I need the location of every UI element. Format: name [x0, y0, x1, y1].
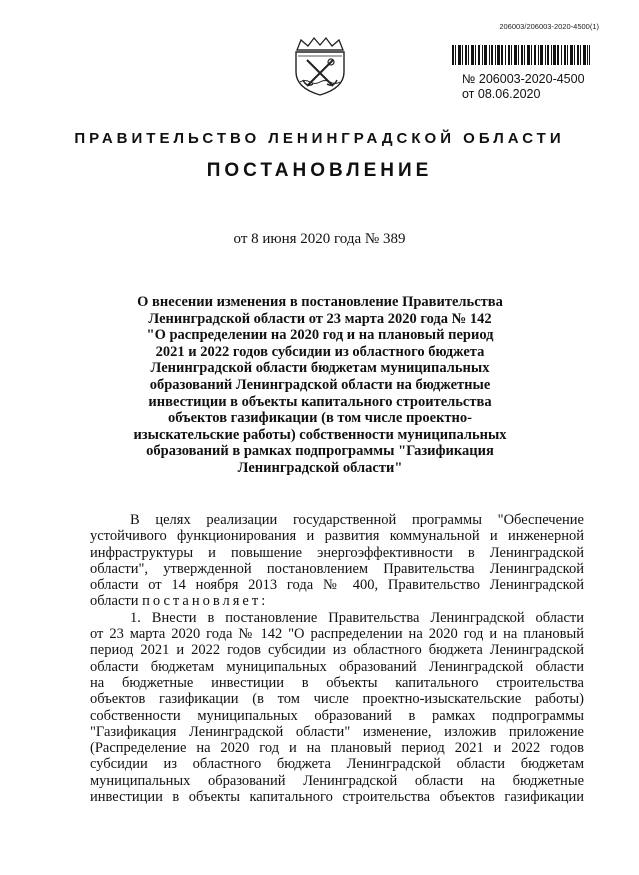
item-line: от 23 марта 2020 года № 142 "О распределении на 2020 год и на плановый — [90, 626, 584, 643]
item-line: 1. Внести в постановление Правительства Ленинградской области — [130, 609, 584, 626]
item-line: объектов газификации (в том числе проектно-изыскательские работы) — [90, 691, 584, 708]
subject-line: О внесении изменения в постановление Правительства — [137, 294, 503, 310]
item-line: области бюджетам муниципальных образований Ленинградской области — [90, 658, 584, 675]
subject-line: Ленинградской области от 23 марта 2020 года № 142 — [148, 310, 492, 327]
preamble-line: области от 14 ноября 2013 года № 400, Правительство Ленинградской — [90, 577, 584, 594]
item-line: муниципальных образований Ленинградской области на бюджетные — [90, 772, 584, 789]
item-line: инвестиции в объекты капитального строительства объектов газификации — [90, 789, 584, 806]
preamble-line — [90, 593, 584, 609]
subject-line: Ленинградской области бюджетам муниципальных — [150, 360, 490, 377]
preamble-line: устойчивого функционирования и развития коммунальной и инженерной — [90, 528, 584, 545]
preamble-prefix: области — [90, 593, 143, 610]
item-line: "Газификация Ленинградской области" изменение, изложив приложение — [90, 723, 584, 740]
government-title: ПРАВИТЕЛЬСТВО ЛЕНИНГРАДСКОЙ ОБЛАСТИ — [74, 130, 565, 147]
registration-date: от 08.06.2020 — [462, 87, 541, 101]
item-line: период 2021 и 2022 годов субсидии из областного бюджета Ленинградской — [90, 642, 584, 659]
item-line: (Распределение на 2020 год и на плановый период 2021 и 2022 годов — [90, 740, 584, 757]
item-line: субсидии из областного бюджета Ленинградской области бюджетам — [90, 756, 584, 773]
item-line: собственности муниципальных образований в рамках подпрограммы — [90, 707, 584, 724]
document-date-number: от 8 июня 2020 года № 389 — [233, 231, 406, 247]
subject-line: Ленинградской области" — [237, 459, 403, 476]
subject-line: образований Ленинградской области на бюджетные — [149, 376, 491, 393]
barcode-icon — [452, 45, 590, 65]
subject-line: "О распределении на 2020 год и на плановый период — [146, 327, 494, 344]
resolves-word: постановляет: — [142, 593, 269, 610]
document-code: 206003/206003-2020-4500(1) — [499, 22, 599, 31]
preamble-line: В целях реализации государственной программы "Обеспечение — [130, 512, 584, 528]
document-subject — [120, 294, 520, 477]
registration-number: № 206003-2020-4500 — [462, 72, 585, 86]
document-type: ПОСТАНОВЛЕНИЕ — [206, 160, 433, 181]
item-line: на бюджетные инвестиции в объекты капитального строительства — [90, 674, 584, 691]
subject-line: 2021 и 2022 годов субсидии из областного бюджета — [155, 343, 485, 360]
subject-line: образований в рамках подпрограммы "Газификация — [146, 443, 494, 460]
subject-line: инвестиции в объекты капитального строительства — [148, 393, 492, 410]
subject-line: объектов газификации (в том числе проектно- — [167, 410, 472, 427]
document-body — [90, 512, 584, 805]
coat-of-arms-icon — [281, 36, 359, 96]
subject-line: изыскательские работы) собственности муниципальных — [133, 426, 507, 443]
preamble-line: инфраструктуры и повышение энергоэффективности в Ленинградской — [90, 544, 584, 561]
preamble-line: области", утвержденной постановлением Правительства Ленинградской — [90, 560, 584, 577]
